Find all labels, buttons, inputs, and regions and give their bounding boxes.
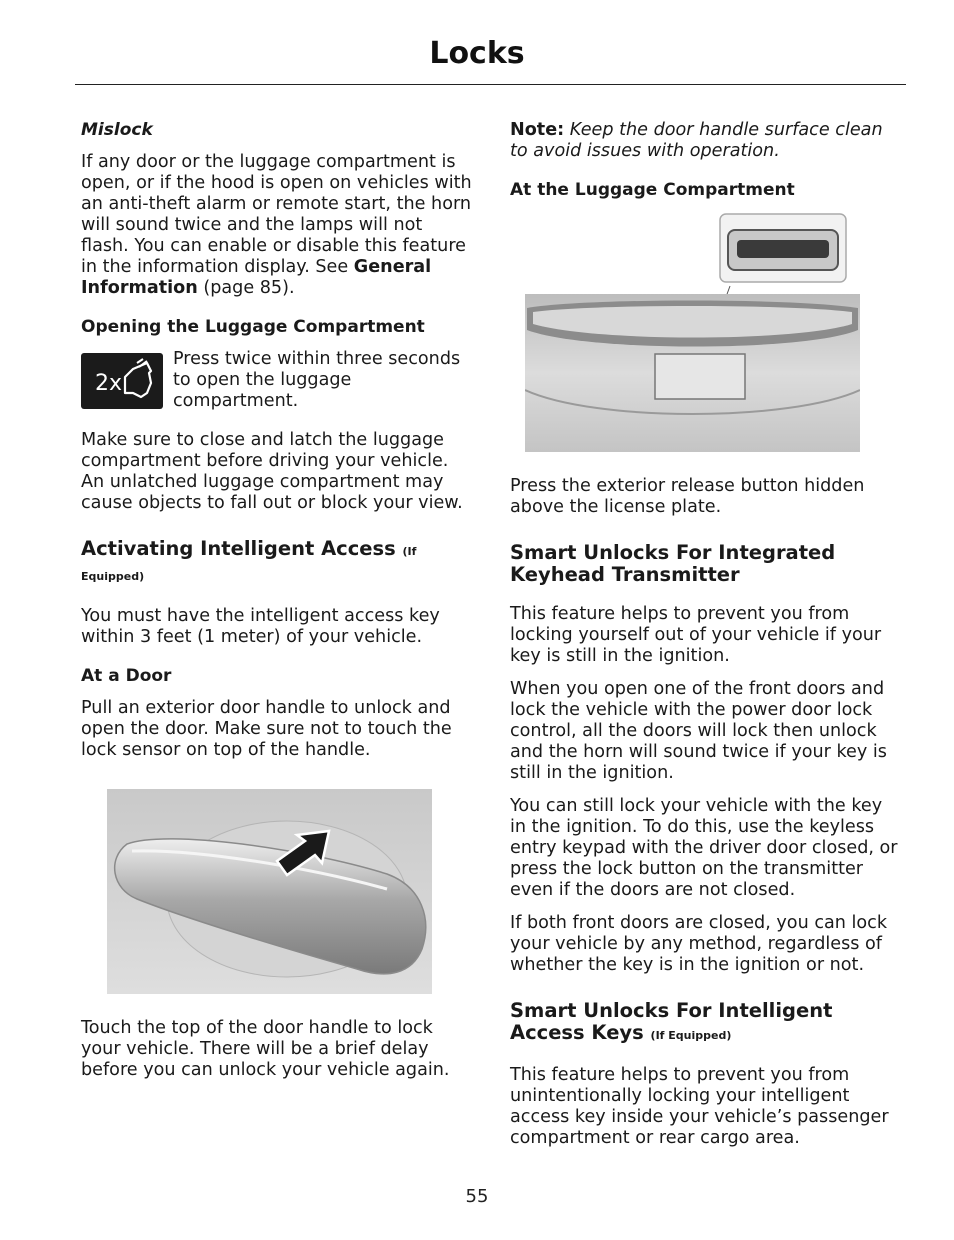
- touch-text: Touch the top of the door handle to lock your vehicle. There will be a brief delay before you can unlock your vehicle again.: [81, 1018, 450, 1080]
- opening-heading: Opening the Luggage Compartment: [81, 317, 425, 337]
- note-label: Note:: [510, 120, 565, 140]
- intelligent-access-text: This feature helps to prevent you from unintentionally locking your intelligent access key inside your vehicle’s passenger compartment or rear cargo area.: [510, 1065, 889, 1148]
- activating-equipped: (If Equipped): [81, 545, 417, 583]
- opening-instruction: [81, 349, 473, 412]
- activating-text: You must have the intelligent access key within 3 feet (1 meter) of your vehicle.: [81, 606, 440, 647]
- page-number: 55: [465, 1186, 489, 1207]
- door-heading: At a Door: [81, 666, 172, 686]
- icon-2x-label: 2x: [95, 371, 123, 396]
- mislock-page-ref: (page 85).: [197, 278, 295, 298]
- luggage-heading: At the Luggage Compartment: [510, 180, 795, 200]
- mislock-heading: Mislock: [81, 120, 153, 140]
- smart-paragraph-1: This feature helps to prevent you from locking yourself out of your vehicle if your key is still in the ignition.: [510, 604, 882, 666]
- activating-heading: [81, 538, 473, 588]
- right-column: [510, 120, 902, 1149]
- page-title: Locks: [429, 36, 525, 71]
- title-divider: [75, 84, 906, 85]
- smart-paragraph-2: When you open one of the front doors and lock the vehicle with the power door lock control, all the doors will lock then unlock and the horn will sound twice if your key is still in the ignition.: [510, 679, 887, 783]
- ia-equipped: (If Equipped): [650, 1029, 732, 1042]
- luggage-text: Press the exterior release button hidden above the license plate.: [510, 476, 865, 517]
- latch-text: Make sure to close and latch the luggage compartment before driving your vehicle. An unlatched luggage compartment may cause objects to fall out or block your view.: [81, 430, 463, 513]
- smart-heading: Smart Unlocks For Integrated Keyhead Transmitter: [510, 541, 836, 586]
- luggage-release-illustration: [525, 212, 860, 452]
- door-handle-illustration: [107, 789, 432, 994]
- trunk-open-2x-icon: [81, 353, 163, 409]
- smart-paragraph-4: If both front doors are closed, you can lock your vehicle by any method, regardless of whether the key is in the ignition or not.: [510, 913, 888, 975]
- note-paragraph: [510, 120, 902, 162]
- opening-text: Press twice within three seconds to open the luggage compartment.: [173, 349, 461, 411]
- left-column: [81, 120, 473, 1081]
- mislock-text: If any door or the luggage compartment is open, or if the hood is open on vehicles with an anti-theft alarm or remote start, the horn will sound twice and the lamps will not flash. You can enable or disable this feature in the information display. See: [81, 152, 472, 277]
- note-text: Keep the door handle surface clean to avoid issues with operation.: [510, 120, 883, 161]
- door-text: Pull an exterior door handle to unlock and open the door. Make sure not to touch the lock sensor on top of the handle.: [81, 698, 452, 760]
- activating-heading-text: Activating Intelligent Access: [81, 537, 396, 560]
- mislock-paragraph: [81, 152, 473, 299]
- intelligent-access-heading: [510, 1000, 902, 1047]
- smart-paragraph-3: You can still lock your vehicle with the key in the ignition. To do this, use the keyless entry keypad with the driver door closed, or press the lock button on the transmitter even if the doors are not closed.: [510, 796, 898, 900]
- ia-heading-text: Smart Unlocks For Intelligent Access Keys: [510, 999, 833, 1044]
- general-information-link[interactable]: General Information: [81, 257, 432, 298]
